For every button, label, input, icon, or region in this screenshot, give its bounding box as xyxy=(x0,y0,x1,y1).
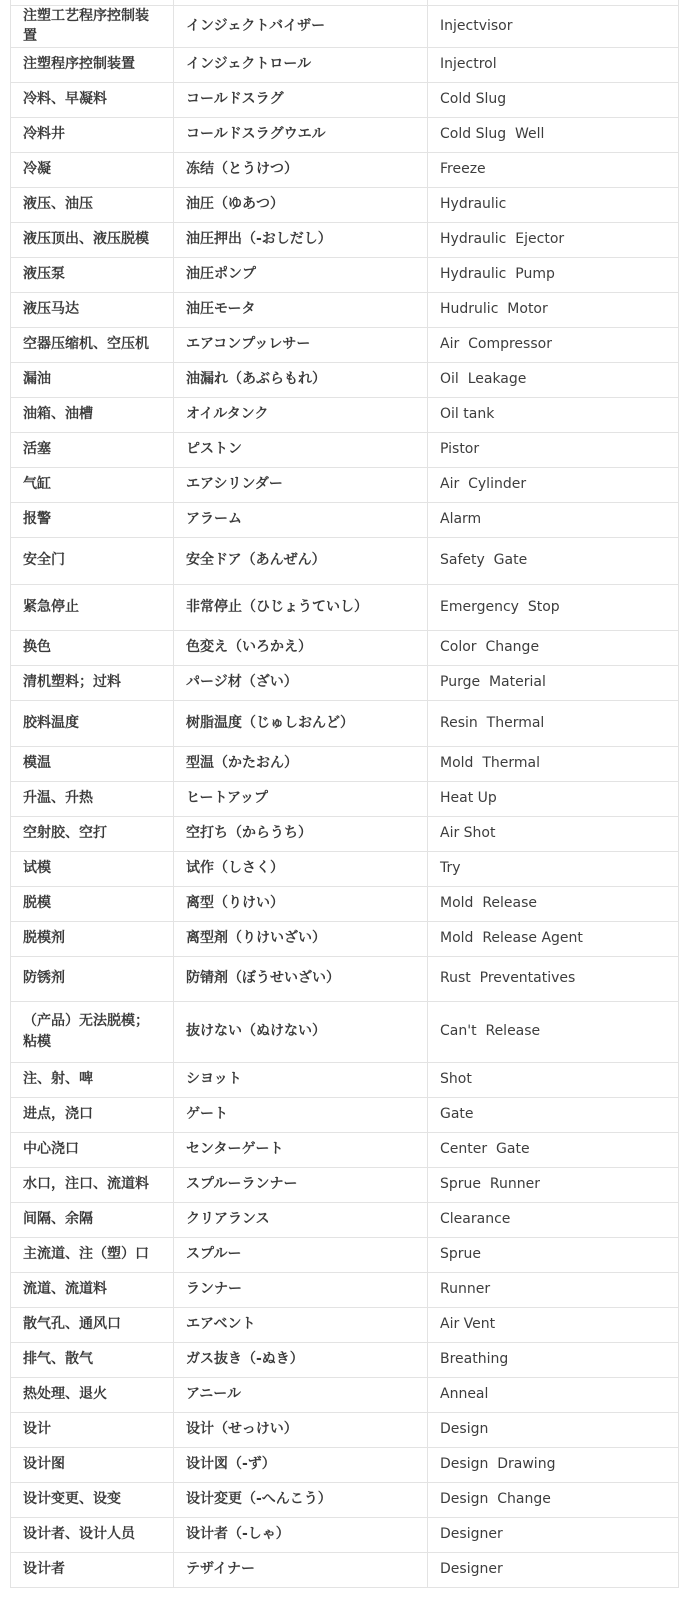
table-row xyxy=(11,584,679,630)
cell-japanese: アラーム xyxy=(174,502,428,537)
cell-japanese: ランナー xyxy=(174,1272,428,1307)
table-row xyxy=(11,665,679,700)
cell-chinese: 注塑程序控制装置 xyxy=(11,47,174,82)
table-row xyxy=(11,47,679,82)
cell-chinese: 热处理、退火 xyxy=(11,1377,174,1412)
cell-japanese: 空打ち（からうち） xyxy=(174,816,428,851)
cell-chinese: 活塞 xyxy=(11,432,174,467)
cell-chinese: 模温 xyxy=(11,746,174,781)
table-row xyxy=(11,502,679,537)
cell-japanese: 型温（かたおん） xyxy=(174,746,428,781)
table-row xyxy=(11,187,679,222)
cell-chinese: 设计图 xyxy=(11,1447,174,1482)
table-row xyxy=(11,117,679,152)
cell-japanese: センターゲート xyxy=(174,1132,428,1167)
cell-japanese: 冻结（とうけつ） xyxy=(174,152,428,187)
cell-english: Shot xyxy=(428,1062,679,1097)
cell-english: Center Gate xyxy=(428,1132,679,1167)
glossary-body xyxy=(11,0,679,1587)
cell-chinese: 设计者 xyxy=(11,1552,174,1587)
cell-chinese: 注、射、啤 xyxy=(11,1062,174,1097)
cell-english: Design Drawing xyxy=(428,1447,679,1482)
cell-english: Oil tank xyxy=(428,397,679,432)
cell-japanese: 离型剤（りけいざい） xyxy=(174,921,428,956)
cell-chinese: （产品）无法脱模；粘模 xyxy=(11,1001,174,1062)
cell-chinese: 设计 xyxy=(11,1412,174,1447)
cell-chinese: 胶料温度 xyxy=(11,700,174,746)
table-row xyxy=(11,630,679,665)
cell-english: Hudrulic Motor xyxy=(428,292,679,327)
table-row xyxy=(11,1412,679,1447)
table-row xyxy=(11,327,679,362)
cell-japanese: 油圧押出（-おしだし） xyxy=(174,222,428,257)
table-row xyxy=(11,292,679,327)
table-row xyxy=(11,82,679,117)
cell-english: Injectrol xyxy=(428,47,679,82)
cell-chinese: 散气孔、通风口 xyxy=(11,1307,174,1342)
table-row xyxy=(11,851,679,886)
cell-japanese: アニール xyxy=(174,1377,428,1412)
table-row xyxy=(11,6,679,48)
cell-japanese: ピストン xyxy=(174,432,428,467)
cell-japanese: 抜けない（ぬけない） xyxy=(174,1001,428,1062)
cell-japanese: コールドスラグ xyxy=(174,82,428,117)
cell-english: Emergency Stop xyxy=(428,584,679,630)
cell-english: Color Change xyxy=(428,630,679,665)
table-row xyxy=(11,921,679,956)
cell-chinese: 气缸 xyxy=(11,467,174,502)
cell-chinese: 冷料井 xyxy=(11,117,174,152)
cell-japanese: コールドスラグウエル xyxy=(174,117,428,152)
table-row xyxy=(11,222,679,257)
table-row xyxy=(11,1132,679,1167)
cell-chinese: 中心浇口 xyxy=(11,1132,174,1167)
cell-japanese: 试作（しさく） xyxy=(174,851,428,886)
table-row xyxy=(11,1377,679,1412)
cell-chinese: 油箱、油槽 xyxy=(11,397,174,432)
cell-english: Safety Gate xyxy=(428,537,679,584)
cell-chinese: 漏油 xyxy=(11,362,174,397)
table-row xyxy=(11,746,679,781)
table-row xyxy=(11,956,679,1001)
cell-english: Alarm xyxy=(428,502,679,537)
glossary-table-container xyxy=(10,0,678,1588)
cell-japanese: 设计（せっけい） xyxy=(174,1412,428,1447)
cell-japanese: エアコンプッレサー xyxy=(174,327,428,362)
cell-japanese: インジェクトロール xyxy=(174,47,428,82)
cell-japanese: テザイナー xyxy=(174,1552,428,1587)
cell-japanese: 油圧モータ xyxy=(174,292,428,327)
table-row xyxy=(11,816,679,851)
cell-chinese: 换色 xyxy=(11,630,174,665)
cell-english: Designer xyxy=(428,1517,679,1552)
cell-chinese: 空器压缩机、空压机 xyxy=(11,327,174,362)
table-row xyxy=(11,152,679,187)
cell-english: Mold Thermal xyxy=(428,746,679,781)
cell-english: Cold Slug Well xyxy=(428,117,679,152)
table-row xyxy=(11,1097,679,1132)
cell-english: Hydraulic xyxy=(428,187,679,222)
cell-japanese: 设计図（-ず） xyxy=(174,1447,428,1482)
cell-japanese: 色変え（いろかえ） xyxy=(174,630,428,665)
cell-chinese: 间隔、余隔 xyxy=(11,1202,174,1237)
cell-english: Freeze xyxy=(428,152,679,187)
cell-english: Resin Thermal xyxy=(428,700,679,746)
table-row xyxy=(11,1237,679,1272)
cell-japanese: パージ材（ざい） xyxy=(174,665,428,700)
table-row xyxy=(11,1517,679,1552)
table-row xyxy=(11,397,679,432)
table-row xyxy=(11,1272,679,1307)
table-row xyxy=(11,781,679,816)
cell-chinese: 报警 xyxy=(11,502,174,537)
cell-japanese: シヨット xyxy=(174,1062,428,1097)
cell-japanese: スプルーランナー xyxy=(174,1167,428,1202)
cell-english: Air Compressor xyxy=(428,327,679,362)
cell-english: Runner xyxy=(428,1272,679,1307)
cell-english: Sprue Runner xyxy=(428,1167,679,1202)
table-row xyxy=(11,1482,679,1517)
cell-english: Design Change xyxy=(428,1482,679,1517)
cell-chinese: 冷料、早凝料 xyxy=(11,82,174,117)
table-row xyxy=(11,700,679,746)
cell-chinese: 液压马达 xyxy=(11,292,174,327)
table-row xyxy=(11,467,679,502)
cell-english: Try xyxy=(428,851,679,886)
cell-japanese: ヒートアップ xyxy=(174,781,428,816)
cell-english: Anneal xyxy=(428,1377,679,1412)
cell-english: Cold Slug xyxy=(428,82,679,117)
cell-japanese: オイルタンク xyxy=(174,397,428,432)
glossary-table xyxy=(10,0,679,1588)
cell-english: Can't Release xyxy=(428,1001,679,1062)
cell-english: Air Cylinder xyxy=(428,467,679,502)
cell-chinese: 设计变更、设变 xyxy=(11,1482,174,1517)
cell-english: Heat Up xyxy=(428,781,679,816)
cell-japanese: ゲート xyxy=(174,1097,428,1132)
cell-english: Design xyxy=(428,1412,679,1447)
cell-japanese: ガス抜き（-ぬき） xyxy=(174,1342,428,1377)
cell-chinese: 液压、油压 xyxy=(11,187,174,222)
cell-chinese: 脱模 xyxy=(11,886,174,921)
cell-japanese: 离型（りけい） xyxy=(174,886,428,921)
cell-chinese: 升温、升热 xyxy=(11,781,174,816)
cell-chinese: 设计者、设计人员 xyxy=(11,1517,174,1552)
cell-english: Oil Leakage xyxy=(428,362,679,397)
cell-english: Clearance xyxy=(428,1202,679,1237)
cell-japanese: 油圧ポンプ xyxy=(174,257,428,292)
cell-chinese: 试模 xyxy=(11,851,174,886)
cell-chinese: 紧急停止 xyxy=(11,584,174,630)
cell-chinese: 脱模剂 xyxy=(11,921,174,956)
cell-chinese: 冷凝 xyxy=(11,152,174,187)
cell-japanese: 油漏れ（あぶらもれ） xyxy=(174,362,428,397)
cell-english: Hydraulic Pump xyxy=(428,257,679,292)
cell-japanese: インジェクトバイザー xyxy=(174,6,428,48)
cell-english: Mold Release Agent xyxy=(428,921,679,956)
cell-chinese: 流道、流道料 xyxy=(11,1272,174,1307)
cell-japanese: エアシリンダー xyxy=(174,467,428,502)
table-row xyxy=(11,432,679,467)
table-row xyxy=(11,362,679,397)
cell-english: Pistor xyxy=(428,432,679,467)
cell-english: Hydraulic Ejector xyxy=(428,222,679,257)
table-row xyxy=(11,257,679,292)
cell-english: Mold Release xyxy=(428,886,679,921)
table-row xyxy=(11,1062,679,1097)
cell-english: Breathing xyxy=(428,1342,679,1377)
cell-chinese: 排气、散气 xyxy=(11,1342,174,1377)
table-row xyxy=(11,1202,679,1237)
cell-english: Rust Preventatives xyxy=(428,956,679,1001)
cell-chinese: 防锈剂 xyxy=(11,956,174,1001)
table-row xyxy=(11,1307,679,1342)
cell-chinese: 空射胶、空打 xyxy=(11,816,174,851)
cell-japanese: 安全ドア（あんぜん） xyxy=(174,537,428,584)
cell-chinese: 水口，注口、流道料 xyxy=(11,1167,174,1202)
table-row xyxy=(11,1001,679,1062)
table-row xyxy=(11,1447,679,1482)
table-row xyxy=(11,886,679,921)
cell-english: Air Shot xyxy=(428,816,679,851)
cell-chinese: 主流道、注（塑）口 xyxy=(11,1237,174,1272)
cell-japanese: 树脂温度（じゅしおんど） xyxy=(174,700,428,746)
cell-english: Air Vent xyxy=(428,1307,679,1342)
cell-english: Designer xyxy=(428,1552,679,1587)
cell-chinese: 液压泵 xyxy=(11,257,174,292)
table-row xyxy=(11,1552,679,1587)
cell-english: Injectvisor xyxy=(428,6,679,48)
cell-japanese: 设计変更（-へんこう） xyxy=(174,1482,428,1517)
table-row xyxy=(11,537,679,584)
cell-japanese: 设计者（-しゃ） xyxy=(174,1517,428,1552)
cell-japanese: エアベント xyxy=(174,1307,428,1342)
cell-chinese: 安全门 xyxy=(11,537,174,584)
table-row xyxy=(11,1167,679,1202)
cell-japanese: 非常停止（ひじょうていし） xyxy=(174,584,428,630)
cell-chinese: 液压顶出、液压脱模 xyxy=(11,222,174,257)
cell-chinese: 清机塑料；过料 xyxy=(11,665,174,700)
cell-chinese: 注塑工艺程序控制装置 xyxy=(11,6,174,48)
cell-japanese: 防锖剤（ぼうせいざい） xyxy=(174,956,428,1001)
cell-japanese: クリアランス xyxy=(174,1202,428,1237)
cell-english: Purge Material xyxy=(428,665,679,700)
cell-chinese: 进点，浇口 xyxy=(11,1097,174,1132)
table-row xyxy=(11,1342,679,1377)
cell-english: Gate xyxy=(428,1097,679,1132)
cell-japanese: スプルー xyxy=(174,1237,428,1272)
cell-english: Sprue xyxy=(428,1237,679,1272)
cell-japanese: 油圧（ゆあつ） xyxy=(174,187,428,222)
